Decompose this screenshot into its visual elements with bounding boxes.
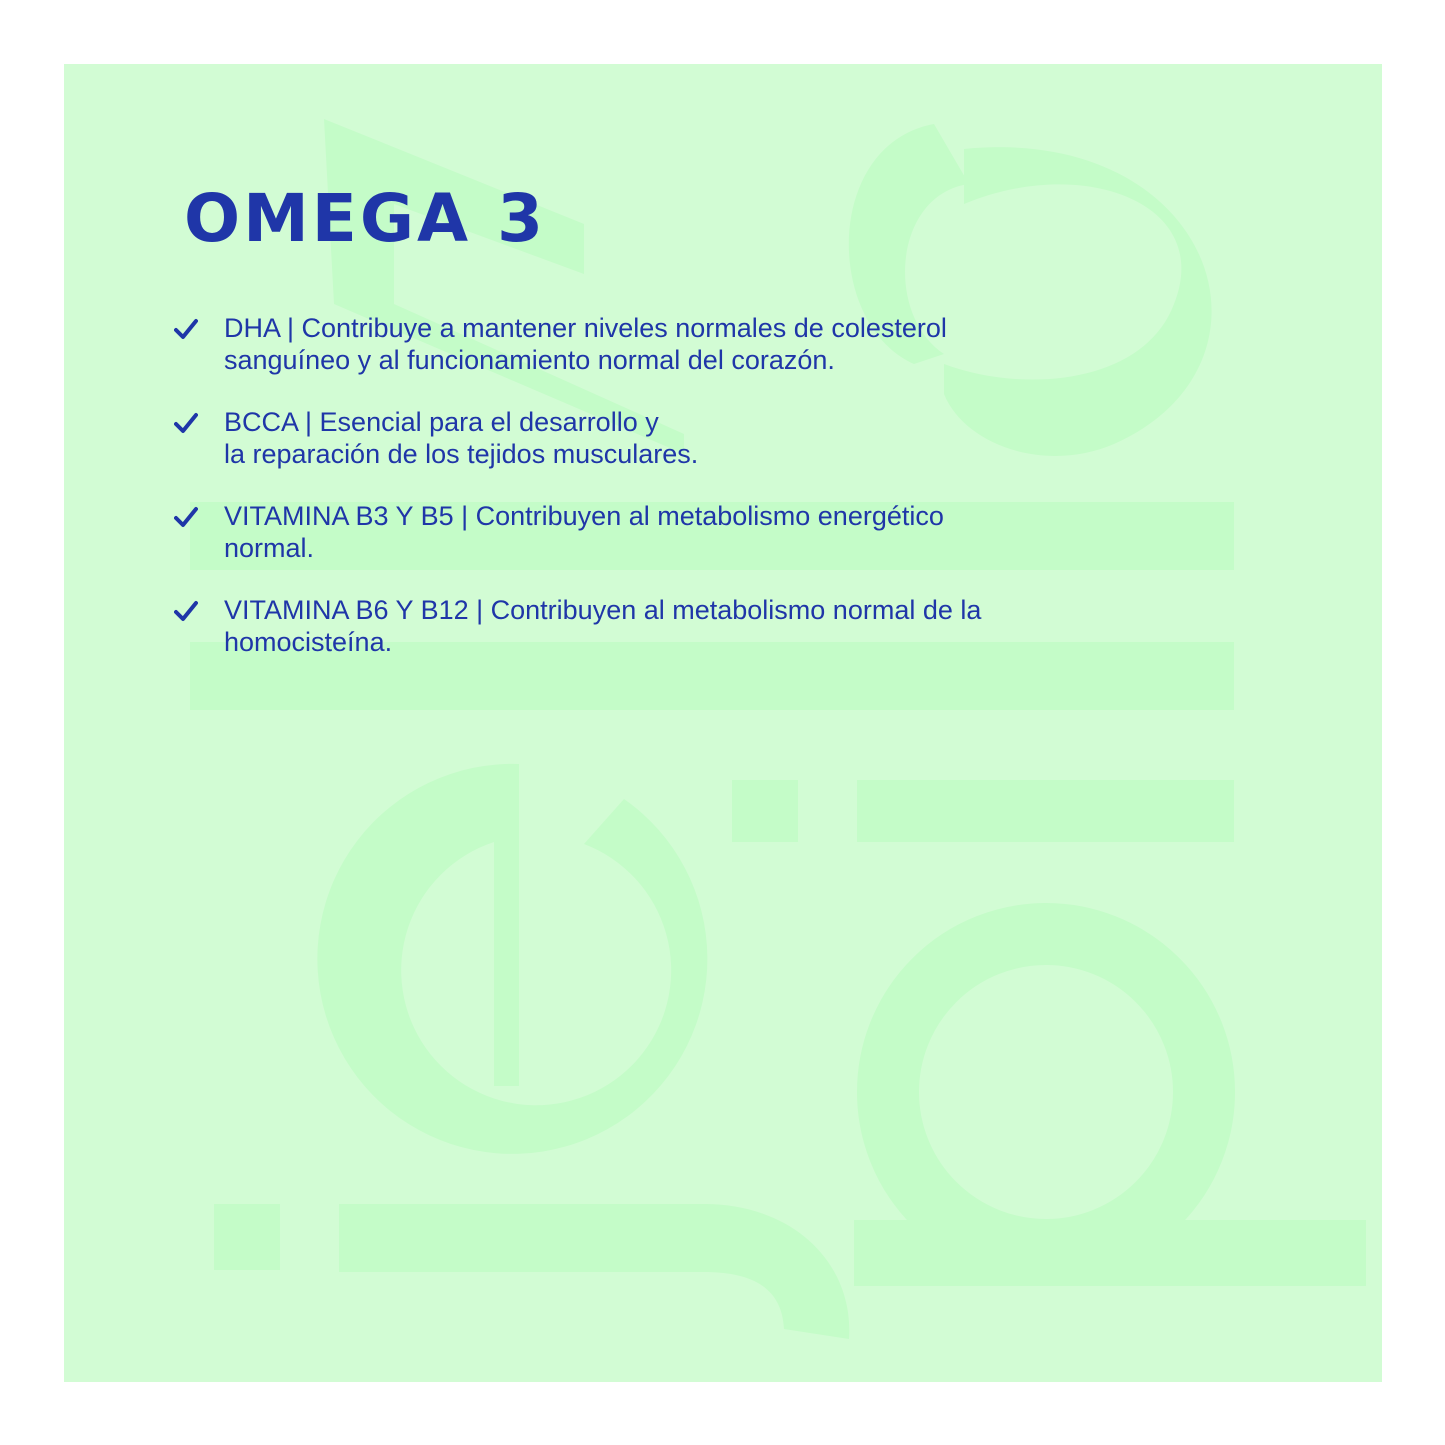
benefit-text: VITAMINA B6 Y B12 | Contribuyen al metabolismo normal de la homocisteína. [224, 595, 982, 657]
omega3-card [64, 64, 1382, 1382]
check-icon [174, 318, 198, 340]
check-icon [174, 506, 198, 528]
brand-watermark-logo [64, 64, 1382, 1382]
benefit-text: VITAMINA B3 Y B5 | Contribuyen al metabolismo energético normal. [224, 501, 944, 563]
page-title: OMEGA 3 [184, 180, 547, 257]
benefits-list [174, 312, 1174, 688]
benefit-item-bcca [174, 406, 1174, 470]
benefit-text: BCCA | Esencial para el desarrollo y la reparación de los tejidos musculares. [224, 407, 699, 469]
check-icon [174, 600, 198, 622]
benefit-item-vitamina-b6-b12 [174, 594, 1174, 658]
benefit-item-vitamina-b3-b5 [174, 500, 1174, 564]
check-icon [174, 412, 198, 434]
benefit-item-dha [174, 312, 1174, 376]
benefit-text: DHA | Contribuye a mantener niveles normales de colesterol sanguíneo y al funcionamiento normal del corazón. [224, 313, 947, 375]
